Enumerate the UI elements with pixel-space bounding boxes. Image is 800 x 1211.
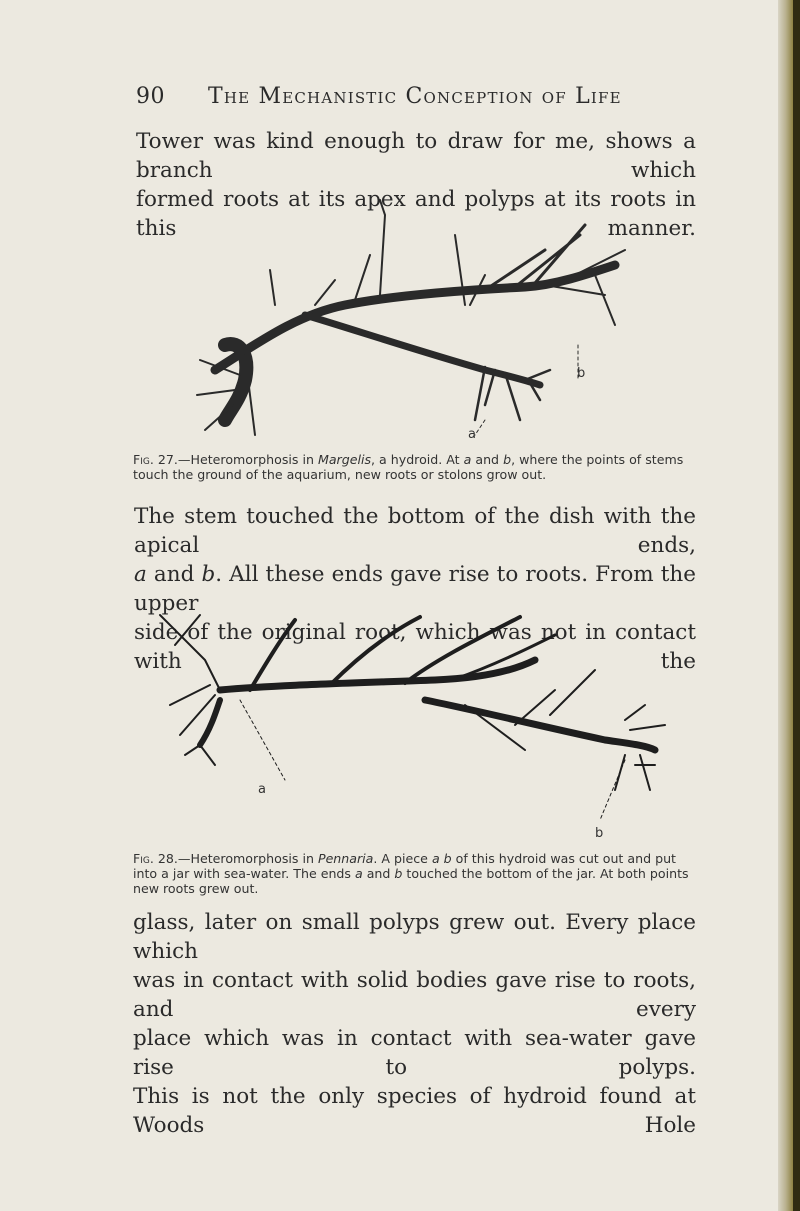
caption-text: —Heteromorphosis in [177, 851, 318, 866]
caption-text: , where the points of stems touch the ground of the aquarium, new roots or stolons grow out. [133, 452, 684, 482]
caption-letter: a [354, 866, 363, 881]
text-line: place which was in contact with sea-water gave rise to polyps. [133, 1026, 696, 1080]
page-number: 90 [136, 84, 165, 109]
pennaria-lower-branch [425, 700, 655, 750]
caption-letter: a b [431, 851, 452, 866]
text-span: and [146, 562, 202, 587]
species-name: Pennaria [317, 851, 374, 866]
caption-letter: b [503, 452, 512, 467]
inline-letter: b [201, 562, 216, 587]
figure-28-illustration [155, 605, 695, 845]
caption-letter: a [463, 452, 472, 467]
page-edge-shadow [793, 0, 800, 1211]
text-line: The stem touched the bottom of the dish with the apical ends, [134, 504, 696, 558]
text-line: Tower was kind enough to draw for me, shows a branch which [136, 129, 696, 183]
page-header [133, 84, 693, 114]
caption-text: touched the bottom of the jar. At both points new roots grew out. [133, 866, 689, 896]
hydroid-main-stem [215, 265, 615, 370]
figure-number: Fig. 27. [133, 452, 178, 467]
figure-28-caption [133, 851, 701, 896]
running-head: The Mechanistic Conception of Life [208, 84, 622, 109]
figure-number: Fig. 28. [133, 851, 178, 866]
inline-letter: a [134, 562, 147, 587]
pennaria-branch-2 [330, 617, 420, 685]
figure-27-label-a: a [468, 427, 476, 442]
species-name: Margelis [317, 452, 372, 467]
figure-28-label-a: a [258, 782, 266, 797]
text-span: . All these ends gave rise to roots. From the upper [134, 562, 696, 616]
pennaria-branch-1 [250, 620, 295, 690]
paragraph-3 [133, 908, 696, 1140]
text-line: side of the original root, which was not in contact with the [134, 620, 696, 674]
caption-text: and [362, 866, 395, 881]
caption-letter: b [394, 866, 403, 881]
text-line: formed roots at its apex and polyps at its roots in this manner. [136, 187, 696, 241]
figure-27-illustration [185, 195, 645, 450]
figure-27-caption [133, 452, 699, 482]
caption-text: , a hydroid. At [371, 452, 464, 467]
text-line: glass, later on small polyps grew out. Every place which [133, 910, 696, 964]
text-line: This is not the only species of hydroid found at Woods Hole [133, 1084, 696, 1138]
caption-text: —Heteromorphosis in [177, 452, 318, 467]
caption-text: . A piece [373, 851, 432, 866]
figure-28-label-b: b [595, 826, 604, 841]
caption-text: of this hydroid was cut out and put into a jar with sea-water. The ends [133, 851, 676, 881]
text-line: was in contact with solid bodies gave rise to roots, and every [133, 968, 696, 1022]
caption-text: and [471, 452, 504, 467]
figure-27-label-b: b [577, 366, 586, 381]
